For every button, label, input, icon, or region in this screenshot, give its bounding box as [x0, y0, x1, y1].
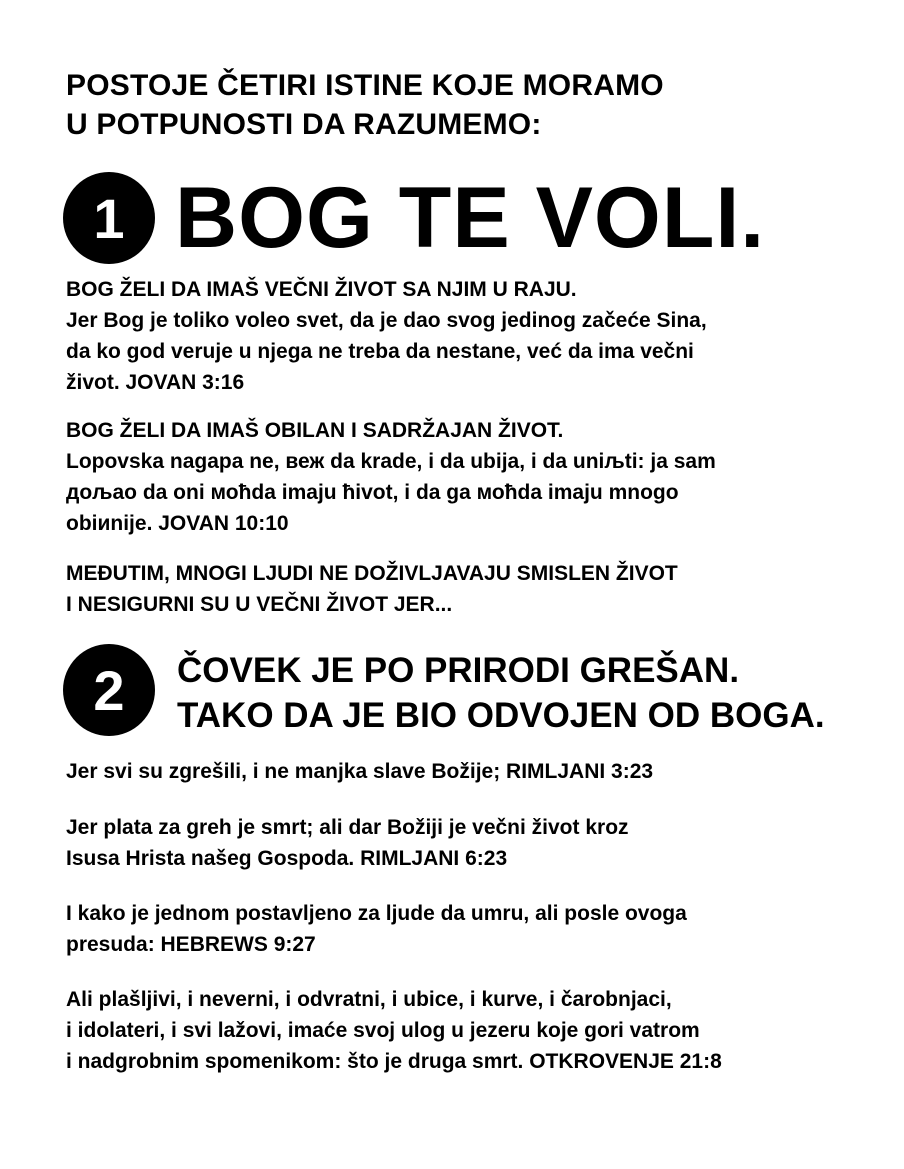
paragraph-line: i nadgrobnim spomenikom: što je druga smrt. OTKROVENJE 21:8 [66, 1050, 722, 1073]
paragraph-line: Ali plašljivi, i neverni, i odvratni, i ubice, i kurve, i čarobnjaci, [66, 988, 672, 1011]
paragraph-line: I kako je jednom postavljeno za ljude da umru, ali posle ovoga [66, 902, 687, 925]
paragraph-line: I NESIGURNI SU U VEČNI ŽIVOT JER... [66, 593, 453, 616]
paragraph [66, 812, 629, 874]
paragraph [66, 756, 653, 787]
paragraph-line: Jer Bog je toliko voleo svet, da je dao svog jedinog začeće Sina, [66, 309, 707, 332]
paragraph [66, 415, 716, 539]
paragraph-line: presuda: HEBREWS 9:27 [66, 933, 316, 956]
paragraph [66, 898, 687, 960]
number-badge-2: 2 [63, 644, 155, 736]
intro-heading [66, 66, 664, 144]
paragraph-line: život. JOVAN 3:16 [66, 371, 245, 394]
paragraph-line: BOG ŽELI DA IMAŠ VEČNI ŽIVOT SA NJIM U RAJU. [66, 278, 577, 301]
paragraph-line: da ko god veruje u njega ne treba da nestane, već da ima večni [66, 340, 694, 363]
paragraph-line: дољao da oni моћda imaju ћivot, i da ga моћda imaju mnogo [66, 481, 679, 504]
point-2 [63, 642, 825, 738]
paragraph-line: Isusa Hrista našeg Gospoda. RIMLJANI 6:23 [66, 847, 508, 870]
title-line: ČOVEK JE PO PRIRODI GREŠAN. [177, 651, 740, 690]
title-line: TAKO DA JE BIO ODVOJEN OD BOGA. [177, 696, 825, 735]
paragraph-line: MEĐUTIM, MNOGI LJUDI NE DOŽIVLJAVAJU SMISLEN ŽIVOT [66, 562, 678, 585]
paragraph-line: Jer svi su zgrešili, i ne manjka slave Božije; RIMLJANI 3:23 [66, 760, 654, 783]
intro-line: POSTOJE ČETIRI ISTINE KOJE MORAMO [66, 69, 664, 102]
paragraph-line: Lopovska nagapa ne, веж da krade, i da ubija, i da uniљti: ja sam [66, 450, 716, 473]
paragraph [66, 274, 707, 398]
number-badge-1: 1 [63, 172, 155, 264]
paragraph [66, 984, 722, 1077]
point-1 [63, 172, 765, 264]
paragraph [66, 558, 678, 620]
paragraph-line: BOG ŽELI DA IMAŠ OBILAN I SADRŽAJAN ŽIVOT. [66, 419, 564, 442]
intro-line: U POTPUNOSTI DA RAZUMEMO: [66, 108, 542, 141]
paragraph-line: Jer plata za greh je smrt; ali dar Božiji je večni život kroz [66, 816, 629, 839]
point-2-title [177, 648, 825, 738]
paragraph-line: i idolateri, i svi lažovi, imaće svoj ulog u jezeru koje gori vatrom [66, 1019, 700, 1042]
paragraph-line: obiиnije. JOVAN 10:10 [66, 512, 289, 535]
point-1-title: BOG TE VOLI. [175, 170, 766, 266]
